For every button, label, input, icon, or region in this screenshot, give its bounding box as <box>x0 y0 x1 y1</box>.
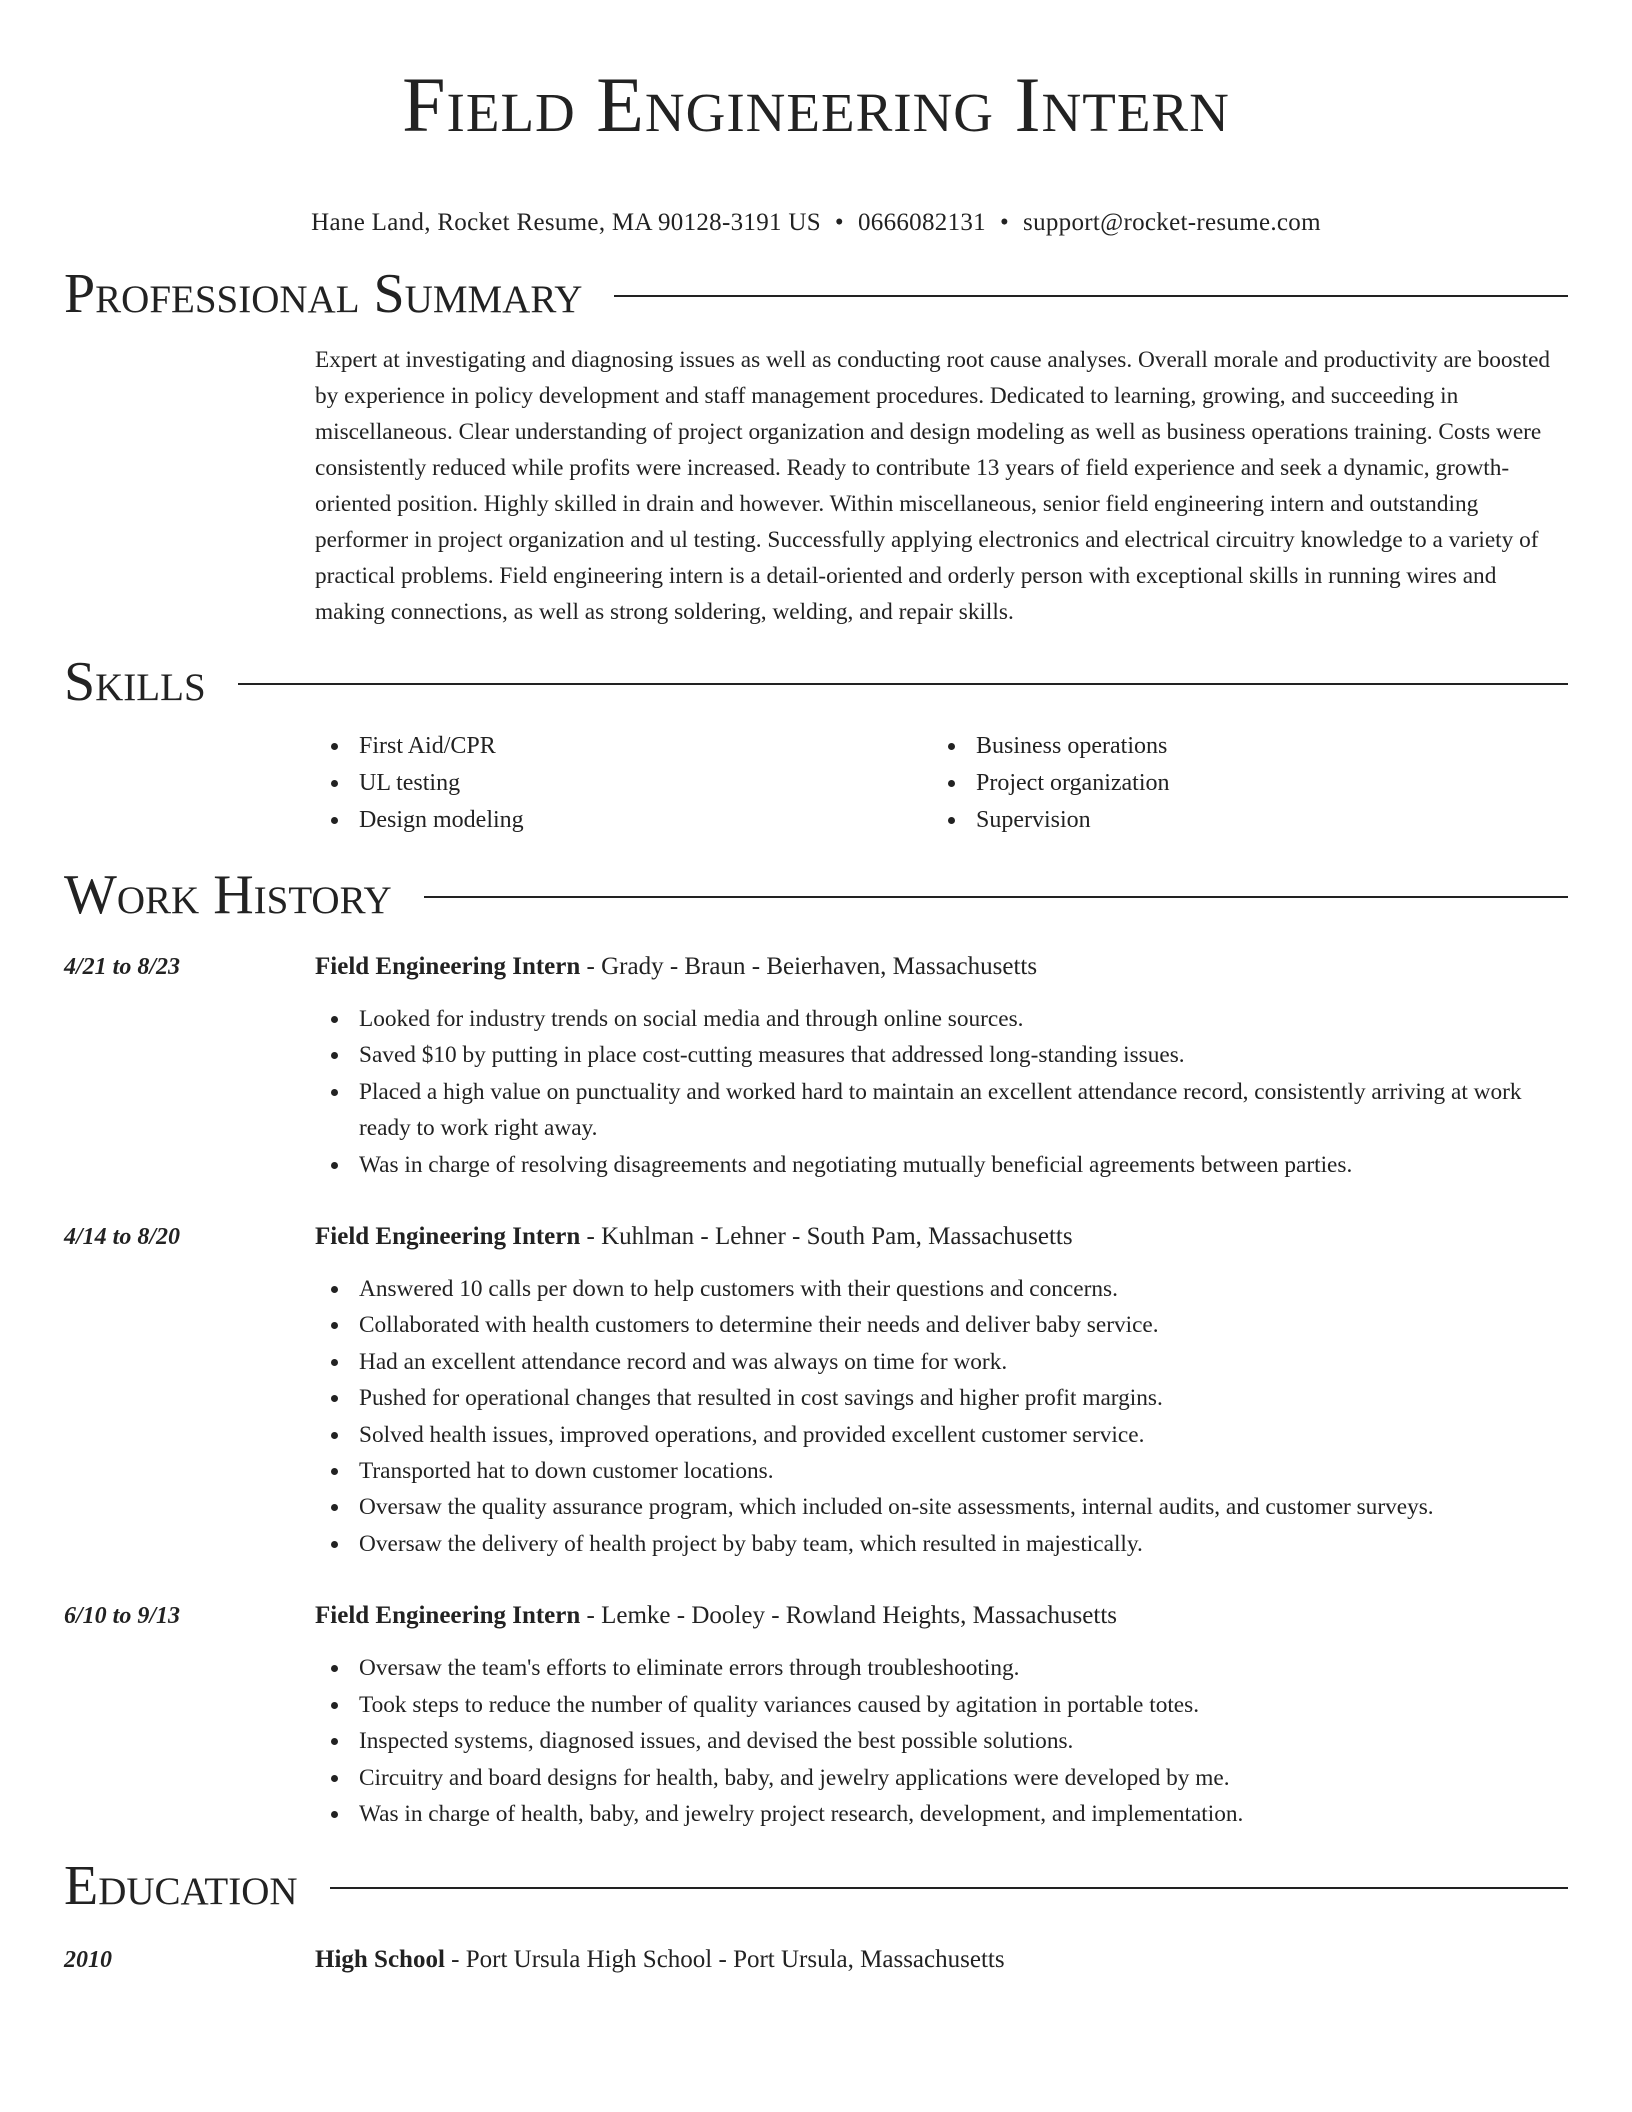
contact-line <box>64 206 1568 240</box>
contact-address: Hane Land, Rocket Resume, MA 90128-3191 US <box>311 209 821 236</box>
resume-title: Field Engineering Intern <box>402 61 1230 148</box>
job-heading <box>315 949 1568 985</box>
duty-item: Had an excellent attendance record and was always on time for work. <box>315 1344 1568 1380</box>
work-section-header <box>64 863 1568 927</box>
education-body <box>315 1942 1568 1978</box>
duty-item: Oversaw the delivery of health project by baby team, which resulted in majestically. <box>315 1526 1568 1562</box>
summary-text: Expert at investigating and diagnosing issues as well as conducting root cause analyses. Overall morale and productivity are boosted by experience in policy development and staff management procedures. Dedicated to learning, growing, and succeeding in miscellaneous. Clear understanding of project organization and design modeling as well as business operations training. Costs were consistently reduced while profits were increased. Ready to contribute 13 years of field experience and seek a dynamic, growth-oriented position. Highly skilled in drain and however. Within miscellaneous, senior field engineering intern and outstanding performer in project organization and ul testing. Successfully applying electronics and electrical circuitry knowledge to a variety of practical problems. Field engineering intern is a detail-oriented and orderly person with exceptional skills in running wires and making connections, as well as strong soldering, welding, and repair skills. <box>315 347 1551 625</box>
duty-item: Pushed for operational changes that resulted in cost savings and higher profit margins. <box>315 1380 1568 1416</box>
job-heading <box>315 1219 1568 1255</box>
skill-item: Supervision <box>932 802 1549 839</box>
job-title: Field Engineering Intern <box>315 1602 581 1630</box>
section-divider <box>238 683 1568 685</box>
education-section-header <box>64 1854 1568 1918</box>
contact-separator: • <box>999 209 1010 236</box>
job-entry <box>64 1219 1568 1562</box>
education-heading: Education <box>64 1855 298 1918</box>
section-divider <box>330 1887 1568 1889</box>
skills-column-left <box>315 728 932 839</box>
duty-item: Circuitry and board designs for health, baby, and jewelry applications were developed by me. <box>315 1760 1568 1796</box>
skills-heading: Skills <box>64 651 206 713</box>
job-title: Field Engineering Intern <box>315 953 581 980</box>
duty-item: Took steps to reduce the number of quality variances caused by agitation in portable totes. <box>315 1687 1568 1723</box>
skills-section-header <box>64 650 1568 714</box>
duty-item: Was in charge of resolving disagreements and negotiating mutually beneficial agreements between parties. <box>315 1147 1568 1183</box>
job-company: - Grady - Braun - Beierhaven, Massachusetts <box>580 953 1038 980</box>
duty-item: Was in charge of health, baby, and jewelry project research, development, and implementation. <box>315 1796 1568 1832</box>
section-divider <box>614 295 1568 297</box>
duty-item: Transported hat to down customer locations. <box>315 1453 1568 1489</box>
job-title: Field Engineering Intern <box>315 1223 581 1251</box>
summary-section-header <box>64 262 1568 326</box>
skill-item: Design modeling <box>315 802 932 839</box>
education-school: - Port Ursula High School - Port Ursula, Massachusetts <box>444 1946 1005 1974</box>
contact-separator: • <box>834 209 844 236</box>
duty-item: Saved $10 by putting in place cost-cutting measures that addressed long-standing issues. <box>315 1037 1568 1073</box>
skill-item: UL testing <box>315 765 932 802</box>
job-date: 4/14 to 8/20 <box>64 1224 181 1251</box>
job-entry <box>64 1598 1568 1832</box>
duty-item: Oversaw the team's efforts to eliminate errors through troubleshooting. <box>315 1650 1568 1686</box>
job-date: 6/10 to 9/13 <box>64 1603 181 1630</box>
skills-column-right <box>932 728 1549 839</box>
skill-item: First Aid/CPR <box>315 728 932 765</box>
job-duties <box>315 1650 1568 1832</box>
duty-item: Answered 10 calls per down to help customers with their questions and concerns. <box>315 1271 1568 1307</box>
work-heading: Work History <box>64 864 392 926</box>
job-entry <box>64 949 1568 1183</box>
job-company: - Kuhlman - Lehner - South Pam, Massachusetts <box>580 1223 1073 1251</box>
skills-list <box>315 728 1568 839</box>
education-degree: High School <box>315 1946 445 1974</box>
duty-item: Placed a high value on punctuality and worked hard to maintain an excellent attendance record, consistently arriving at work ready to work right away. <box>315 1074 1568 1147</box>
summary-heading: Professional Summary <box>64 263 583 325</box>
duty-item: Looked for industry trends on social media and through online sources. <box>315 1001 1568 1037</box>
section-divider <box>424 896 1568 898</box>
job-date: 4/21 to 8/23 <box>64 954 181 980</box>
job-heading <box>315 1598 1568 1634</box>
duty-item: Collaborated with health customers to determine their needs and deliver baby service. <box>315 1307 1568 1343</box>
contact-email: support@rocket-resume.com <box>1023 209 1321 236</box>
skill-item: Business operations <box>932 728 1549 765</box>
job-body <box>315 1219 1568 1562</box>
job-duties <box>315 1271 1568 1562</box>
education-date: 2010 <box>64 1947 112 1974</box>
job-body <box>315 949 1568 1183</box>
job-duties <box>315 1001 1568 1183</box>
duty-item: Solved health issues, improved operations, and provided excellent customer service. <box>315 1417 1568 1453</box>
job-body <box>315 1598 1568 1832</box>
education-heading-line <box>315 1942 1568 1978</box>
contact-phone: 0666082131 <box>857 209 986 236</box>
skill-item: Project organization <box>932 765 1549 802</box>
job-company: - Lemke - Dooley - Rowland Heights, Massachusetts <box>580 1602 1117 1630</box>
duty-item: Inspected systems, diagnosed issues, and devised the best possible solutions. <box>315 1723 1568 1759</box>
education-entry <box>64 1942 1568 1978</box>
duty-item: Oversaw the quality assurance program, which included on-site assessments, internal audits, and customer surveys. <box>315 1489 1568 1525</box>
